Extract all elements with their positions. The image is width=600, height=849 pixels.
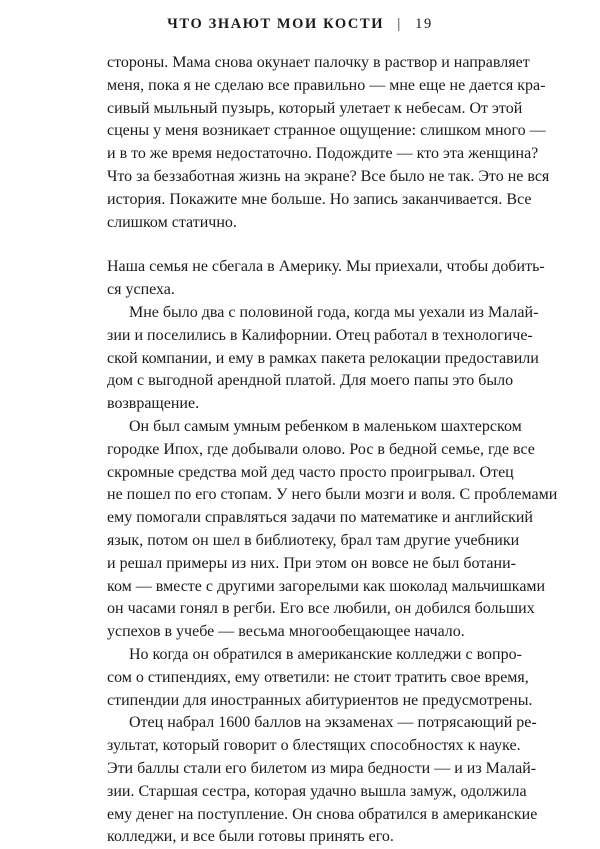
text-line: Отец набрал 1600 баллов на экзаменах — потрясающий ре- bbox=[129, 714, 537, 732]
paragraph bbox=[107, 644, 533, 712]
paragraph bbox=[107, 302, 539, 416]
text-line: Но когда он обратился в американские колледжи с вопро- bbox=[129, 645, 522, 663]
text-line: не пошел по его стопам. У него были мозги и воля. С проблемами bbox=[107, 486, 558, 504]
text-line: ся успеха. bbox=[107, 281, 175, 299]
page-number: 19 bbox=[415, 16, 433, 32]
text-line: Наша семья не сбегала в Америку. Мы приехали, чтобы добить- bbox=[107, 258, 545, 276]
text-line: и в то же время недостаточно. Подождите — кто эта женщина? bbox=[107, 145, 539, 163]
text-line: дом с выгодной арендной платой. Для моего папы это было bbox=[107, 372, 514, 390]
text-line: возвращение. bbox=[107, 395, 200, 413]
header-separator: | bbox=[397, 16, 402, 32]
paragraph bbox=[107, 416, 558, 644]
text-line: язык, потом он шел в библиотеку, брал там другие учебники bbox=[107, 531, 520, 549]
text-line: ему помогали справляться задачи по математике и английский bbox=[107, 509, 533, 527]
body-text bbox=[107, 52, 558, 849]
text-line: слишком статично. bbox=[107, 213, 237, 231]
paragraph bbox=[107, 256, 545, 302]
text-line: история. Покажите мне больше. Но запись заканчивается. Все bbox=[107, 190, 532, 208]
text-line: зультат, который говорит о блестящих способностях к науке. bbox=[107, 737, 521, 755]
paragraph bbox=[107, 52, 550, 234]
paragraph bbox=[107, 712, 538, 849]
text-line: сцены у меня возникает странное ощущение: слишком много — bbox=[107, 122, 546, 140]
text-line: меня, пока я не сделаю все правильно — мне еще не дается кра- bbox=[107, 76, 546, 94]
text-line: он часами гонял в регби. Его все любили, он добился больших bbox=[107, 600, 535, 618]
text-line: Эти баллы стали его билетом из мира бедности — и из Малай- bbox=[107, 759, 537, 777]
text-line: ему денег на поступление. Он снова обратился в американские bbox=[107, 805, 538, 823]
text-line: скромные средства мой дед часто просто проигрывал. Отец bbox=[107, 463, 514, 481]
text-line: ком — вместе с другими загорелыми как шоколад мальчишками bbox=[107, 577, 546, 595]
text-line: Что за беззаботная жизнь на экране? Все было не так. Это не вся bbox=[107, 167, 550, 185]
text-line: сивый мыльный пузырь, который улетает к небесам. От этой bbox=[107, 99, 523, 117]
text-line: сом о стипендиях, ему ответили: не стоит тратить свое время, bbox=[107, 668, 529, 686]
text-line: зии и поселились в Калифорнии. Отец работал в технологиче- bbox=[107, 326, 533, 344]
text-line: Мне было два с половиной года, когда мы уехали из Малай- bbox=[129, 303, 539, 321]
text-line: колледжи, и все были готовы принять его. bbox=[107, 828, 394, 846]
text-line: ской компании, и ему в рамках пакета релокации предоставили bbox=[107, 349, 539, 367]
text-line: и решал примеры из них. При этом он вовсе не был ботани- bbox=[107, 554, 516, 572]
section-break bbox=[107, 234, 495, 256]
text-line: городке Ипох, где добывали олово. Рос в бедной семье, где все bbox=[107, 440, 535, 458]
text-line: стипендии для иностранных абитуриентов не предусмотрены. bbox=[107, 691, 533, 709]
text-line: стороны. Мама снова окунает палочку в раствор и направляет bbox=[107, 54, 530, 71]
running-header bbox=[0, 16, 600, 33]
text-line: успехов в учебе — весьма многообещающее начало. bbox=[107, 623, 465, 641]
book-title: ЧТО ЗНАЮТ МОИ КОСТИ bbox=[167, 16, 385, 32]
text-line: зии. Старшая сестра, которая удачно вышла замуж, одолжила bbox=[107, 782, 527, 800]
text-line: Он был самым умным ребенком в маленьком шахтерском bbox=[129, 417, 522, 435]
